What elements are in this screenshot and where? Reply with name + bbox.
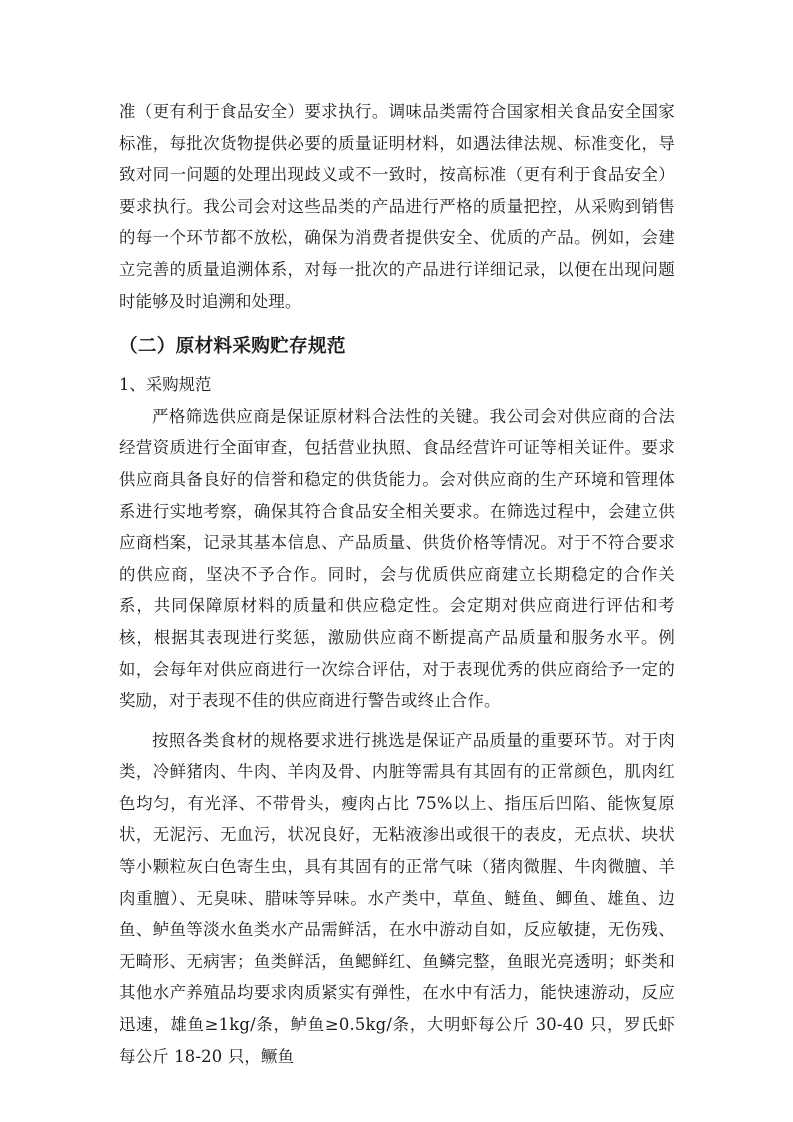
paragraph-supplier-selection: 严格筛选供应商是保证原材料合法性的关键。我公司会对供应商的合法经营资质进行全面审查，包括营业执照、食品经营许可证等相关证件。要求供应商具备良好的信誉和稳定的供货能力。会对供应商的生产环境和管理体系进行实地考察，确保其符合食品安全相关要求。在筛选过程中，会建立供应商档案，记录其基本信息、产品质量、供货价格等情况。对于不符合要求的供应商，坚决不予合作。同时，会与优质供应商建立长期稳定的合作关系，共同保障原材料的质量和供应稳定性。会定期对供应商进行评估和考核，根据其表现进行奖惩，激励供应商不断提高产品质量和服务水平。例如，会每年对供应商进行一次综合评估，对于表现优秀的供应商给予一定的奖励，对于表现不佳的供应商进行警告或终止合作。 — [119, 406, 675, 711]
section-heading: （二）原材料采购贮存规范 — [119, 336, 346, 358]
page-content — [119, 96, 675, 1072]
paragraph-spacer — [119, 717, 675, 725]
subsection-heading: 1、采购规范 — [119, 375, 212, 395]
paragraph-ingredient-requirements: 按照各类食材的规格要求进行挑选是保证产品质量的重要环节。对于肉类，冷鲜猪肉、牛肉、羊肉及骨、内脏等需具有其固有的正常颜色，肌肉红色均匀，有光泽、不带骨头，瘦肉占比 75%以上、指压后凹陷、能恢复原状，无泥污、无血污，状况良好，无粘液渗出或很干的表皮，无点状、块状等小颗粒灰白色寄生虫，具有其固有的正常气味（猪肉微腥、牛肉微膻、羊肉重膻）、无臭味、腊味等异味。水产类中，草鱼、鲢鱼、鲫鱼、雄鱼、边鱼、鲈鱼等淡水鱼类水产品需鲜活，在水中游动自如，反应敏捷，无伤残、无畸形、无病害；鱼类鲜活，鱼鳃鲜红、鱼鳞完整，鱼眼光亮透明；虾类和其他水产养殖品均要求肉质紧实有弹性，在水中有活力，能快速游动，反应迅速，雄鱼≥1kg/条，鲈鱼≥0.5kg/条，大明虾每公斤 30-40 只，罗氏虾每公斤 18-20 只，鳜鱼 — [119, 730, 675, 1066]
continued-paragraph: 准（更有利于食品安全）要求执行。调味品类需符合国家相关食品安全国家标准，每批次货物提供必要的质量证明材料，如遇法律法规、标准变化，导致对同一问题的处理出现歧义或不一致时，按高标准（更有利于食品安全）要求执行。我公司会对这些品类的产品进行严格的质量把控，从采购到销售的每一个环节都不放松，确保为消费者提供安全、优质的产品。例如，会建立完善的质量追溯体系，对每一批次的产品进行详细记录，以便在出现问题时能够及时追溯和处理。 — [119, 102, 675, 311]
